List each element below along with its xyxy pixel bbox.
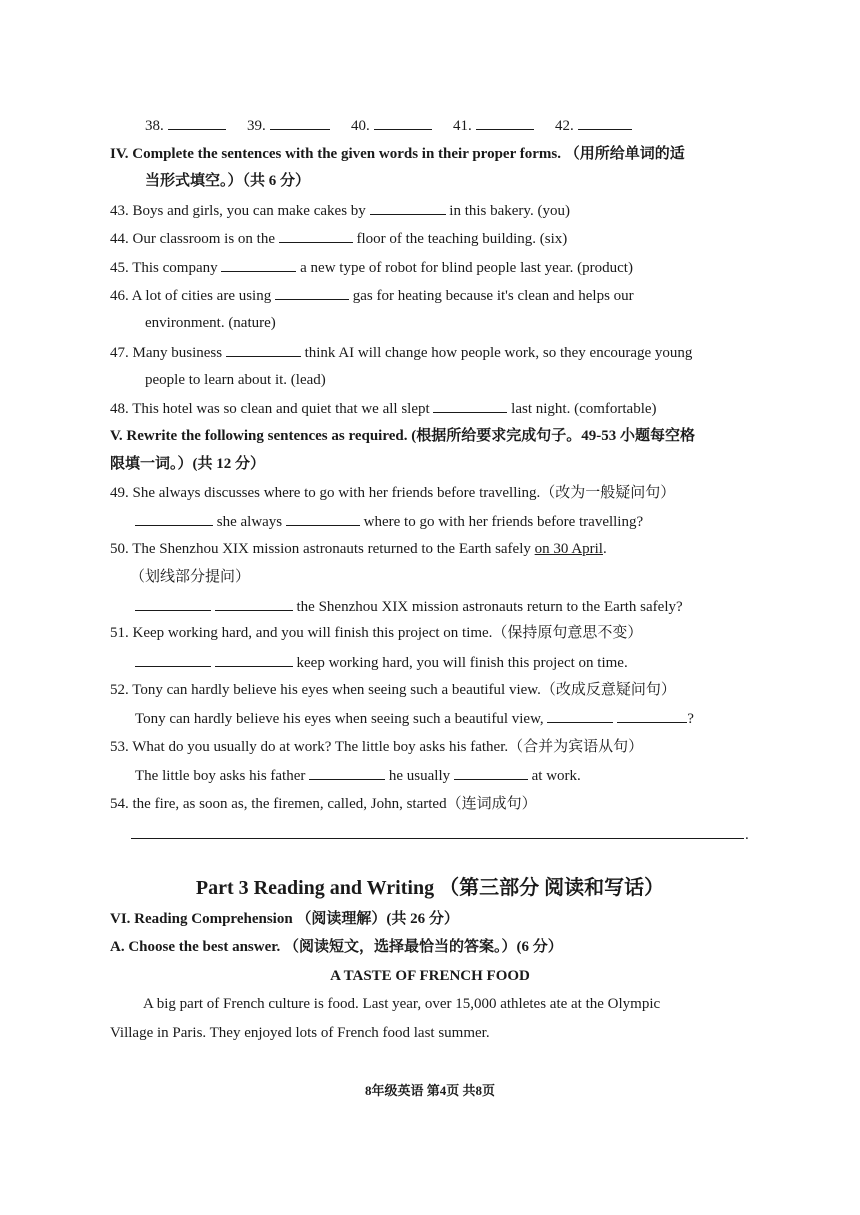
question-52: 52. Tony can hardly believe his eyes when seeing such a beautiful view.（改成反意疑问句） bbox=[110, 682, 676, 698]
answer-blank-43[interactable] bbox=[370, 200, 446, 215]
question-47 bbox=[110, 342, 692, 363]
answer-blank-52-2[interactable] bbox=[617, 708, 687, 723]
blank-label-39: 39. bbox=[247, 118, 266, 134]
question-53-text-b: he usually bbox=[388, 768, 451, 784]
question-52-answer-line bbox=[135, 708, 694, 729]
question-44-text-b: floor of the teaching building. (six) bbox=[356, 231, 568, 247]
section-5-title-cont: 限填一词。）(共 12 分） bbox=[110, 456, 265, 472]
page-footer: 8年级英语 第4页 共8页 bbox=[364, 1083, 495, 1098]
question-45 bbox=[110, 257, 633, 278]
part-3-title: Part 3 Reading and Writing （第三部分 阅读和写话） bbox=[195, 877, 665, 899]
question-44 bbox=[110, 228, 567, 249]
question-52-text-a: Tony can hardly believe his eyes when seeing such a beautiful view, bbox=[135, 711, 544, 727]
answer-blanks-row bbox=[145, 115, 632, 136]
section-5-title: V. Rewrite the following sentences as required. (根据所给要求完成句子。49-53 小题每空格 bbox=[110, 428, 695, 444]
answer-blank-46[interactable] bbox=[275, 285, 349, 300]
question-48-text-b: last night. (comfortable) bbox=[511, 401, 657, 417]
question-47-text-b: think AI will change how people work, so they encourage young bbox=[304, 345, 693, 361]
answer-blank-44[interactable] bbox=[279, 228, 353, 243]
passage-paragraph-line-1: A big part of French culture is food. Last year, over 15,000 athletes ate at the Olympic bbox=[143, 996, 661, 1012]
question-46-text-b: gas for heating because it's clean and helps our bbox=[352, 288, 634, 304]
question-49-text-a: she always bbox=[216, 514, 283, 530]
answer-blank-41[interactable] bbox=[476, 115, 534, 130]
question-45-text-a: 45. This company bbox=[110, 260, 218, 276]
answer-blank-45[interactable] bbox=[221, 257, 296, 272]
question-48-text-a: 48. This hotel was so clean and quiet that we all slept bbox=[110, 401, 430, 417]
answer-blank-51-1[interactable] bbox=[135, 652, 211, 667]
answer-blank-52-1[interactable] bbox=[547, 708, 613, 723]
question-43-text-a: 43. Boys and girls, you can make cakes by bbox=[110, 203, 366, 219]
answer-blank-49-1[interactable] bbox=[135, 511, 213, 526]
blank-label-42: 42. bbox=[555, 118, 574, 134]
question-49-answer-line bbox=[135, 511, 643, 532]
question-53: 53. What do you usually do at work? The little boy asks his father.（合并为宾语从句） bbox=[110, 739, 644, 755]
question-54-end: . bbox=[745, 827, 749, 843]
answer-blank-40[interactable] bbox=[374, 115, 432, 130]
question-43-text-b: in this bakery. (you) bbox=[449, 203, 570, 219]
question-53-text-c: at work. bbox=[531, 768, 581, 784]
answer-line-54[interactable] bbox=[131, 838, 744, 839]
question-54: 54. the fire, as soon as, the firemen, called, John, started（连词成句） bbox=[110, 796, 537, 812]
question-51: 51. Keep working hard, and you will finish this project on time.（保持原句意思不变） bbox=[110, 625, 643, 641]
question-50-text-a: the Shenzhou XIX mission astronauts return to the Earth safely? bbox=[296, 599, 683, 615]
question-49-text-b: where to go with her friends before travelling? bbox=[363, 514, 644, 530]
question-53-text-a: The little boy asks his father bbox=[135, 768, 306, 784]
answer-blank-38[interactable] bbox=[168, 115, 226, 130]
question-50-period: . bbox=[602, 541, 607, 557]
answer-blank-51-2[interactable] bbox=[215, 652, 293, 667]
passage-paragraph-line-2: Village in Paris. They enjoyed lots of French food last summer. bbox=[110, 1025, 490, 1041]
question-45-text-b: a new type of robot for blind people last year. (product) bbox=[300, 260, 633, 276]
passage-title: A TASTE OF FRENCH FOOD bbox=[330, 968, 530, 984]
question-50-text: 50. The Shenzhou XIX mission astronauts returned to the Earth safely bbox=[110, 541, 531, 557]
question-53-answer-line bbox=[135, 765, 581, 786]
question-50-note: （划线部分提问） bbox=[130, 569, 251, 585]
question-51-text-a: keep working hard, you will finish this project on time. bbox=[296, 655, 628, 671]
question-51-answer-line bbox=[135, 652, 628, 673]
question-46-cont: environment. (nature) bbox=[145, 315, 276, 331]
question-46-text-a: 46. A lot of cities are using bbox=[110, 288, 272, 304]
answer-blank-53-2[interactable] bbox=[454, 765, 528, 780]
answer-blank-47[interactable] bbox=[226, 342, 301, 357]
question-49: 49. She always discusses where to go with her friends before travelling.（改为一般疑问句） bbox=[110, 485, 676, 501]
section-6-title: VI. Reading Comprehension （阅读理解）(共 26 分） bbox=[110, 911, 459, 927]
answer-blank-49-2[interactable] bbox=[286, 511, 360, 526]
section-4-title: IV. Complete the sentences with the given words in their proper forms. （用所给单词的适 bbox=[110, 146, 685, 162]
question-47-text-a: 47. Many business bbox=[110, 345, 223, 361]
answer-blank-42[interactable] bbox=[578, 115, 632, 130]
answer-blank-50-2[interactable] bbox=[215, 596, 293, 611]
blank-label-41: 41. bbox=[453, 118, 472, 134]
question-48 bbox=[110, 398, 657, 419]
blank-label-40: 40. bbox=[351, 118, 370, 134]
answer-blank-53-1[interactable] bbox=[309, 765, 385, 780]
answer-blank-48[interactable] bbox=[433, 398, 507, 413]
question-44-text-a: 44. Our classroom is on the bbox=[110, 231, 275, 247]
section-a-title: A. Choose the best answer. （阅读短文，选择最恰当的答案。）(6 分） bbox=[110, 939, 563, 955]
section-4-title-cont: 当形式填空。）（共 6 分） bbox=[145, 173, 311, 189]
question-52-end: ? bbox=[687, 711, 694, 727]
question-50-underlined: on 30 April bbox=[534, 541, 603, 557]
question-47-cont: people to learn about it. (lead) bbox=[145, 372, 326, 388]
question-50-answer-line bbox=[135, 596, 683, 617]
question-46 bbox=[110, 285, 634, 306]
blank-label-38: 38. bbox=[145, 118, 164, 134]
question-50 bbox=[110, 539, 607, 559]
question-43 bbox=[110, 200, 570, 221]
answer-blank-39[interactable] bbox=[270, 115, 330, 130]
answer-blank-50-1[interactable] bbox=[135, 596, 211, 611]
